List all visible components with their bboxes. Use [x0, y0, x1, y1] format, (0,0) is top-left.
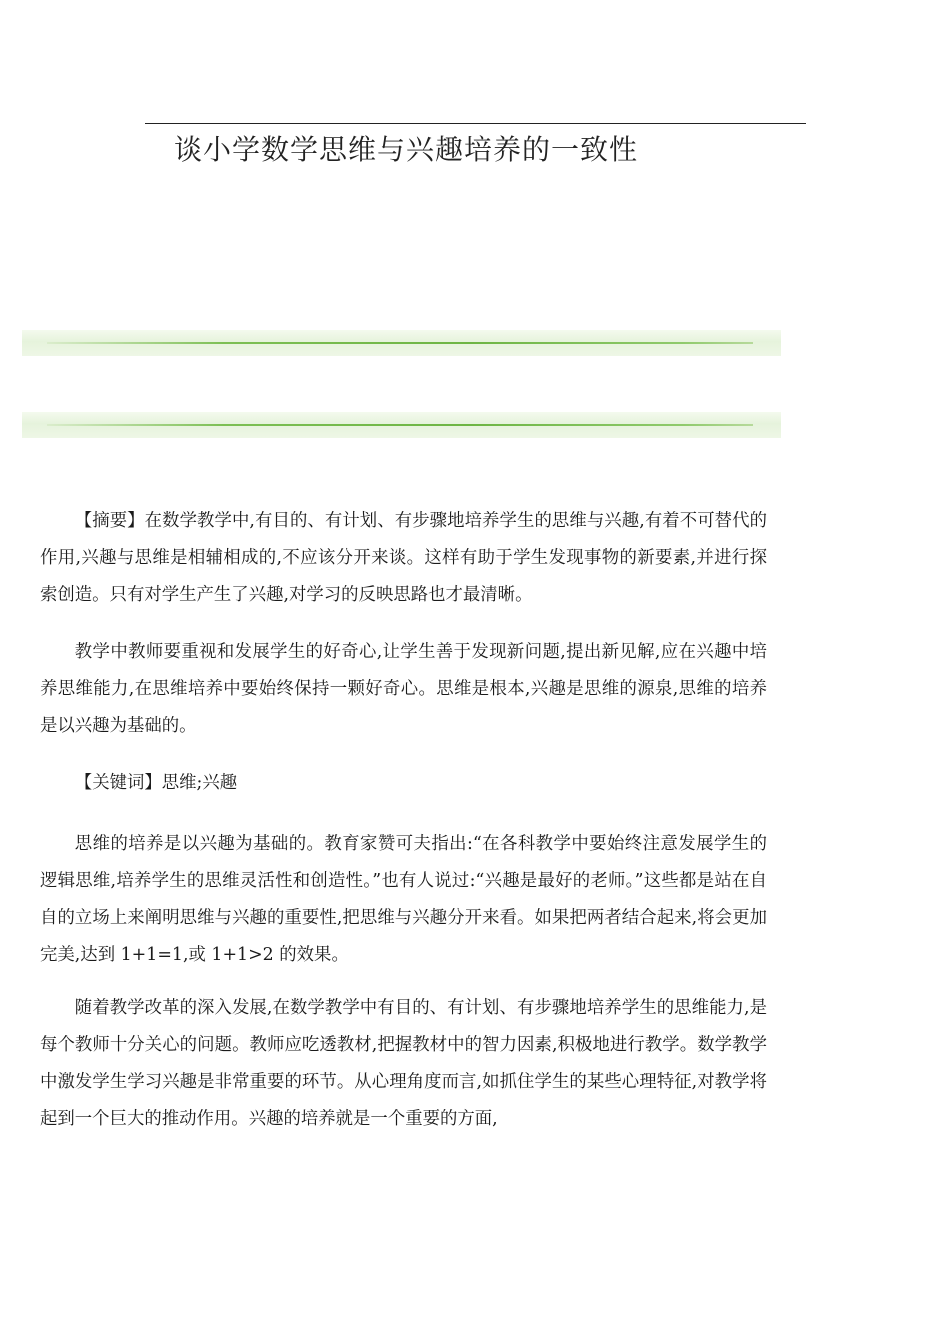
decorative-band-line: [47, 342, 753, 344]
decorative-band-bottom: [22, 412, 781, 438]
keywords-value: 思维;兴趣: [161, 773, 238, 793]
intro-paragraph: 教学中教师要重视和发展学生的好奇心,让学生善于发现新问题,提出新见解,应在兴趣中培养思维能力,在思维培养中要始终保持一颗好奇心。思维是根本,兴趣是思维的源泉,思维的培养是以兴趣为基础的。: [40, 642, 767, 736]
keywords-label: 【关键词】: [74, 773, 162, 793]
body-paragraph-2: 随着教学改革的深入发展,在数学教学中有目的、有计划、有步骤地培养学生的思维能力,是每个教师十分关心的问题。教师应吃透教材,把握教材中的智力因素,积极地进行教学。数学教学中激发学生学习兴趣是非常重要的环节。从心理角度而言,如抓住学生的某些心理特征,对教学将起到一个巨大的推动作用。兴趣的培养就是一个重要的方面,: [40, 998, 767, 1129]
abstract-paragraph: 【摘要】在数学教学中,有目的、有计划、有步骤地培养学生的思维与兴趣,有着不可替代的作用,兴趣与思维是相辅相成的,不应该分开来谈。这样有助于学生发现事物的新要素,并进行探索创造。只有对学生产生了兴趣,对学习的反映思路也才最清晰。: [40, 511, 767, 605]
keywords-paragraph: [40, 765, 767, 802]
title-top-rule: [145, 123, 806, 124]
document-title: 谈小学数学思维与兴趣培养的一致性: [174, 133, 639, 166]
decorative-band-top: [22, 330, 781, 356]
document-body: [40, 503, 767, 1138]
decorative-band-line: [47, 424, 753, 426]
body-paragraph-1: 思维的培养是以兴趣为基础的。教育家赞可夫指出:“在各科教学中要始终注意发展学生的逻辑思维,培养学生的思维灵活性和创造性。”也有人说过:“兴趣是最好的老师。”这些都是站在自自的立场上来阐明思维与兴趣的重要性,把思维与兴趣分开来看。如果把两者结合起来,将会更加完美,达到 1+1=1,或 1+1>2 的效果。: [40, 834, 767, 965]
